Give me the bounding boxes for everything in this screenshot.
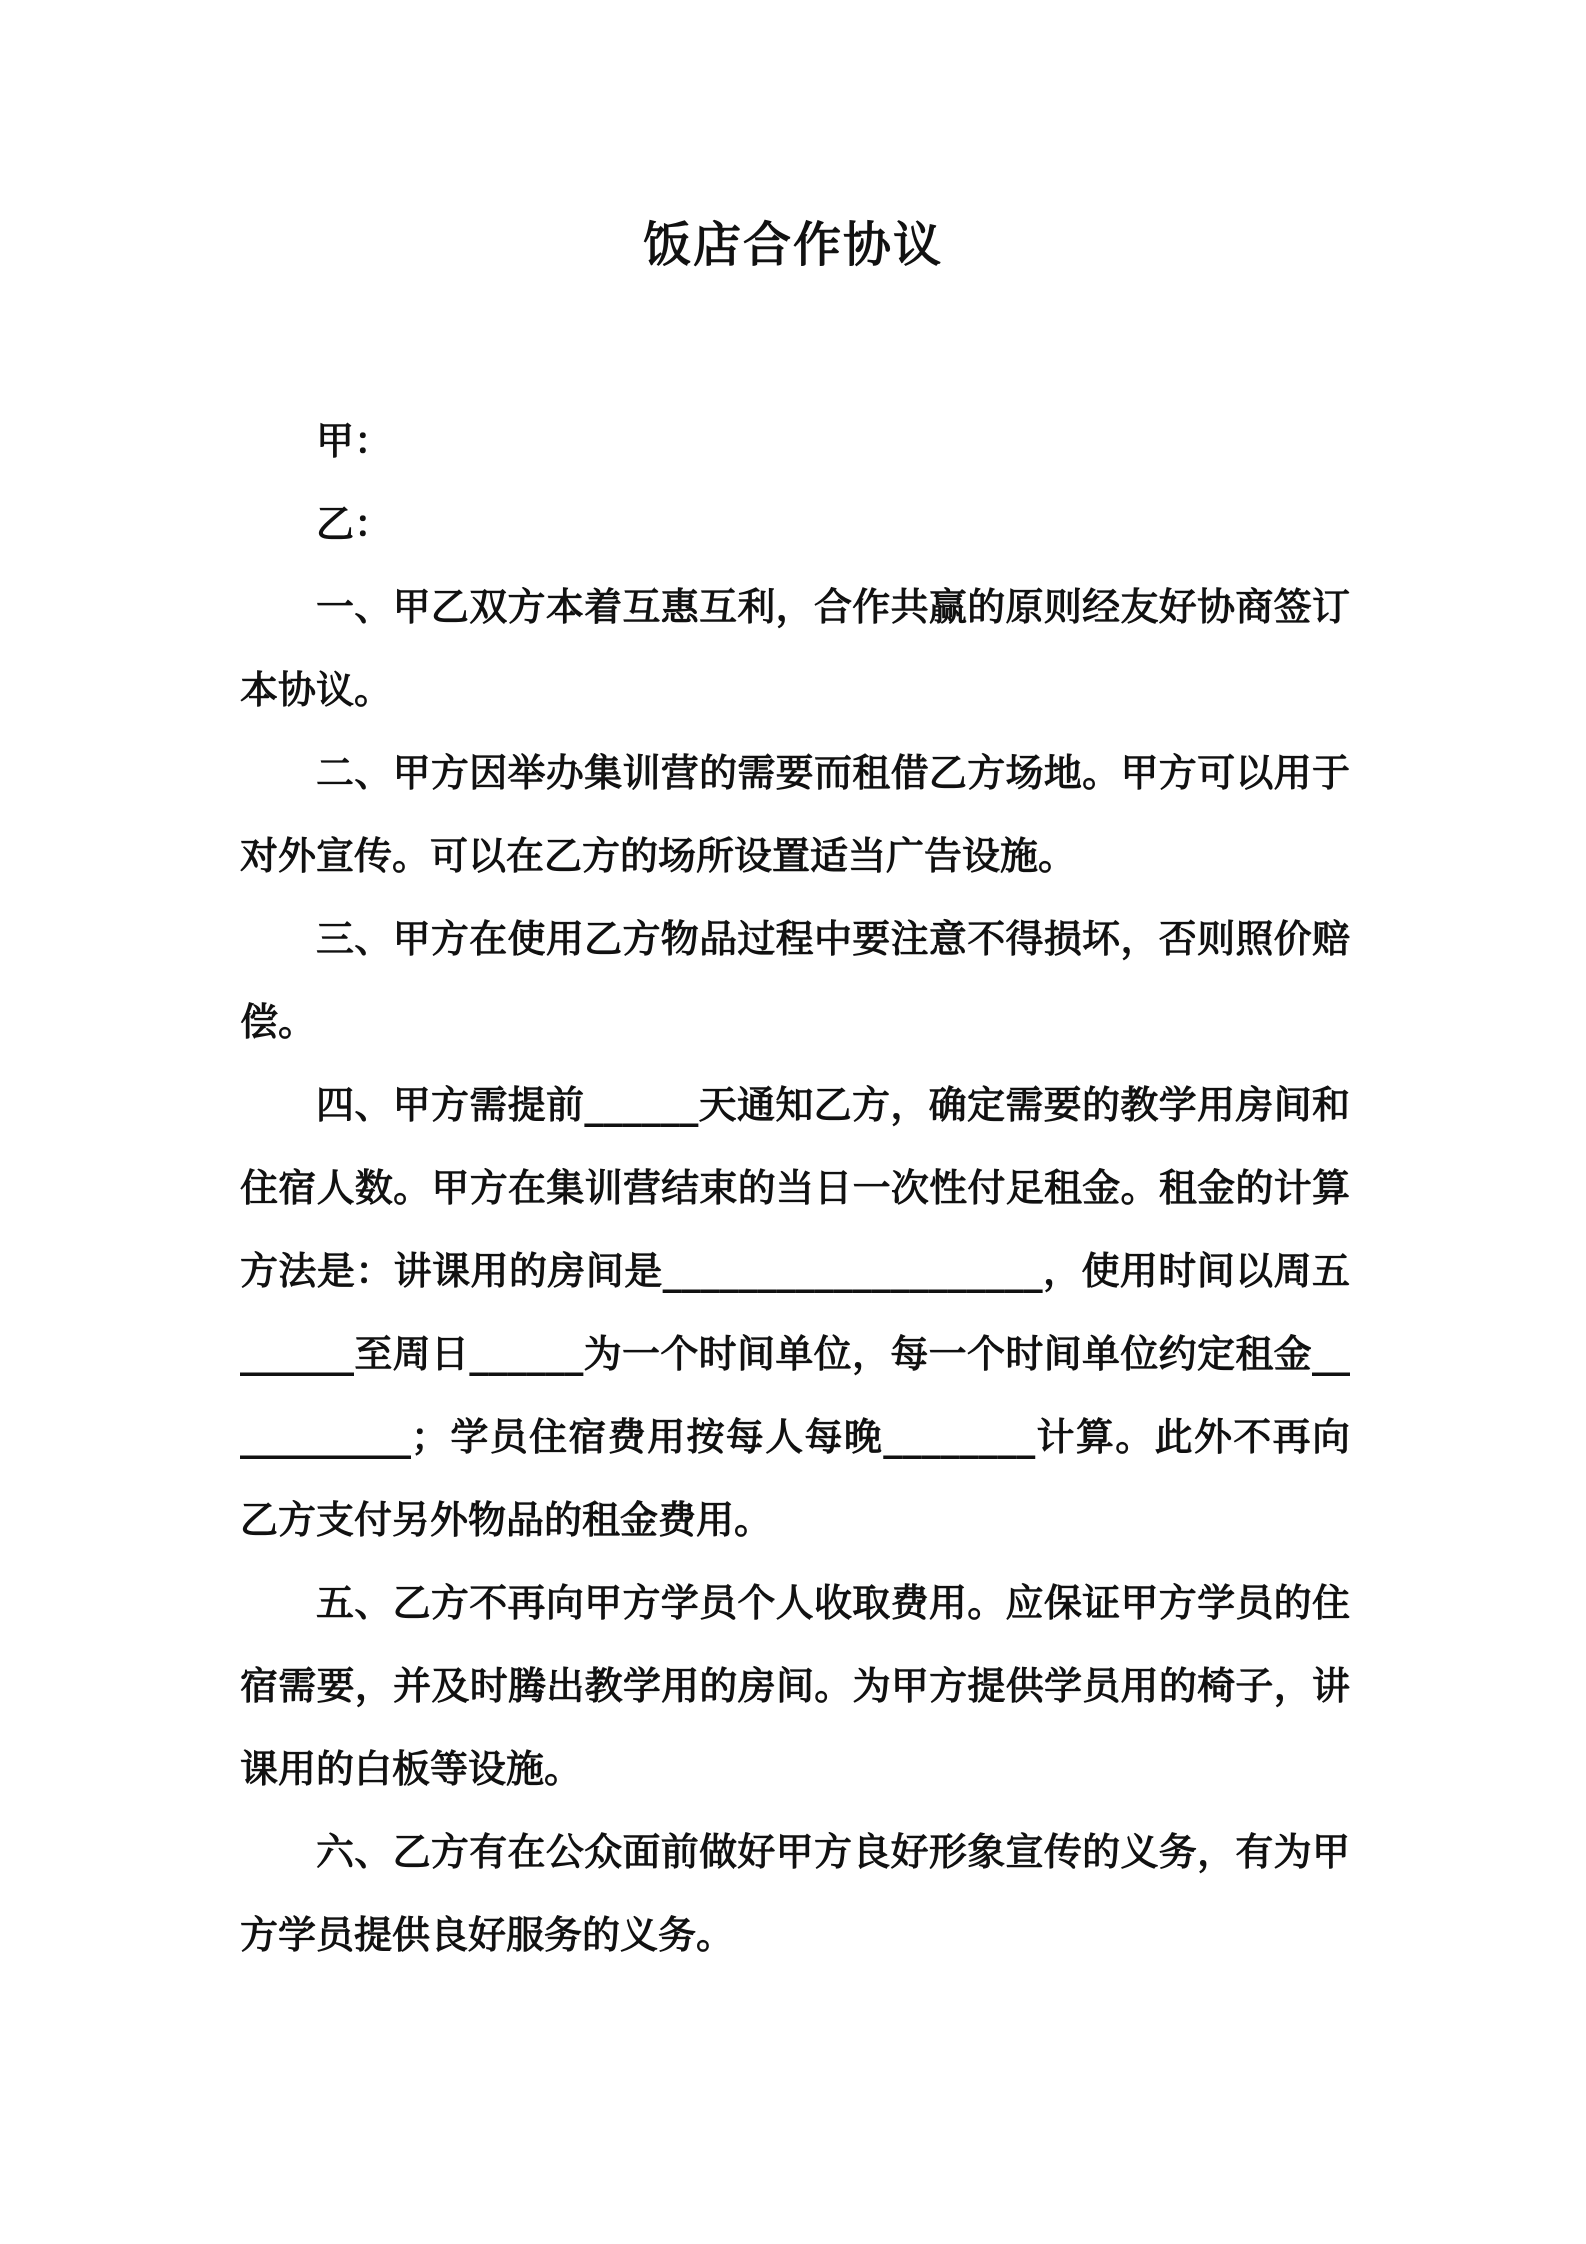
clause-3: 三、甲方在使用乙方物品过程中要注意不得损坏，否则照价赔偿。 [240, 917, 1350, 1044]
party-a-line: 甲： [316, 419, 393, 463]
clause-2: 二、甲方因举办集训营的需要而租借乙方场地。甲方可以用于对外宣传。可以在乙方的场所设置适当广告设施。 [240, 751, 1350, 878]
document-title: 饭店合作协议 [642, 217, 943, 273]
clause-4: 四、甲方需提前______天通知乙方，确定需要的教学用房间和住宿人数。甲方在集训营结束的当日一次性付足租金。租金的计算方法是：讲课用的房间是____________________，使用时间以周五______至周日______为一个时间单位，每一个时间单位约定租金___________；学员住宿费用按每人每晚________计算。此外不再向乙方支付另外物品的租金费用。 [240, 1083, 1350, 1542]
document-body [240, 400, 1350, 1977]
clause-6: 六、乙方有在公众面前做好甲方良好形象宣传的义务，有为甲方学员提供良好服务的义务。 [240, 1830, 1350, 1957]
clause-1: 一、甲乙双方本着互惠互利，合作共赢的原则经友好协商签订本协议。 [240, 585, 1350, 712]
party-b-line: 乙： [316, 502, 393, 546]
clause-5: 五、乙方不再向甲方学员个人收取费用。应保证甲方学员的住宿需要，并及时腾出教学用的房间。为甲方提供学员用的椅子，讲课用的白板等设施。 [240, 1581, 1350, 1791]
